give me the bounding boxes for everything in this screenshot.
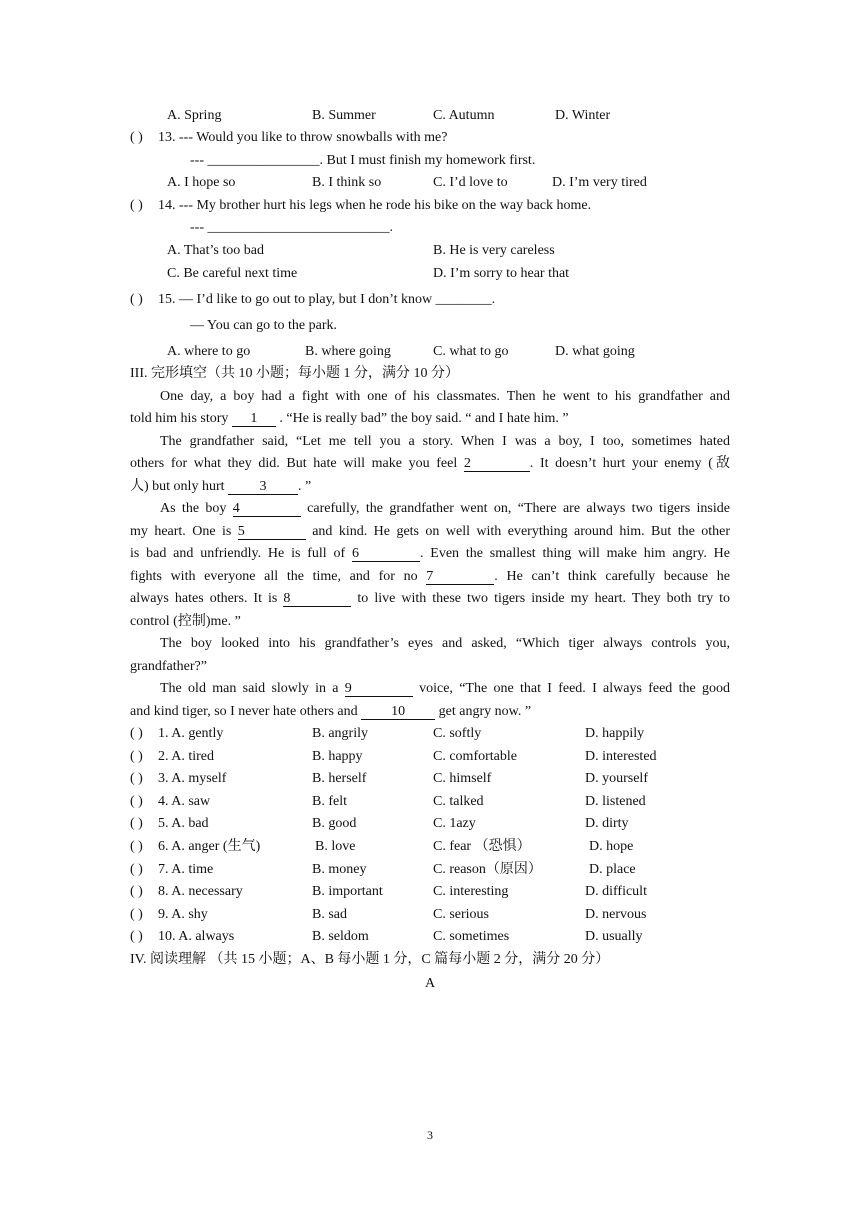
blank-2: 2 bbox=[464, 457, 530, 472]
text-run: fights with everyone all the time, and for no bbox=[130, 569, 427, 584]
option-c: C. reason（原因） bbox=[433, 862, 542, 877]
option-d: D. yourself bbox=[585, 771, 648, 786]
text-run: always hates others. It is bbox=[130, 591, 284, 606]
q13-option-c: C. I’d love to bbox=[433, 175, 508, 190]
option-d: D. happily bbox=[585, 726, 645, 741]
passage-p5-line1 bbox=[160, 680, 730, 698]
q13-option-b: B. I think so bbox=[312, 175, 382, 190]
passage-p1-line1: One day, a boy had a fight with one of his classmates. Then he went to his grandfather and bbox=[160, 389, 730, 404]
option-c: C. talked bbox=[433, 794, 484, 809]
option-b: B. love bbox=[315, 839, 356, 854]
option-d: D. dirty bbox=[585, 816, 629, 831]
option-d: D. hope bbox=[589, 839, 634, 854]
blank-6: 6 bbox=[352, 547, 420, 562]
blank-10: 10 bbox=[361, 705, 435, 720]
answer-paren: ( ) bbox=[130, 839, 143, 854]
text-run: and kind tiger, so I never hate others and bbox=[130, 704, 362, 719]
answer-paren: ( ) bbox=[130, 862, 143, 877]
text-run: . “He is really bad” the boy said. “ and I hate him. ” bbox=[275, 411, 569, 426]
q13-option-d: D. I’m very tired bbox=[552, 175, 647, 190]
passage-p2-line3 bbox=[130, 478, 311, 496]
q13-reply-dash: --- bbox=[190, 153, 204, 168]
text-run: voice, “The one that I feed. I always feed the good bbox=[412, 681, 730, 696]
option-d: D. difficult bbox=[585, 884, 647, 899]
option-a: 7. A. time bbox=[158, 862, 214, 877]
text-run: 人) but only hurt bbox=[130, 479, 228, 494]
passage-p1-line2 bbox=[130, 410, 569, 428]
answer-paren: ( ) bbox=[130, 749, 143, 764]
q13-reply bbox=[190, 152, 535, 170]
passage-p3-line1 bbox=[160, 500, 730, 518]
option-b: B. important bbox=[312, 884, 383, 899]
text-run: . Even the smallest thing will make him angry. He bbox=[419, 546, 730, 561]
q12-option-a: A. Spring bbox=[167, 108, 222, 123]
q12-option-d: D. Winter bbox=[555, 108, 611, 123]
q13-answer-paren: ( ) bbox=[130, 130, 143, 145]
answer-paren: ( ) bbox=[130, 794, 143, 809]
blank-3: 3 bbox=[228, 480, 298, 495]
q14-answer-paren: ( ) bbox=[130, 198, 143, 213]
option-a: 4. A. saw bbox=[158, 794, 211, 809]
text-run: is bad and unfriendly. He is full of bbox=[130, 546, 352, 561]
option-b: B. herself bbox=[312, 771, 367, 786]
q14-option-c: C. Be careful next time bbox=[167, 266, 298, 281]
option-b: B. seldom bbox=[312, 929, 369, 944]
blank-5: 5 bbox=[238, 525, 306, 540]
blank-4: 4 bbox=[233, 502, 301, 517]
option-b: B. sad bbox=[312, 907, 347, 922]
text-run: others for what they did. But hate will make you feel bbox=[130, 456, 464, 471]
passage-p2-line2 bbox=[130, 455, 730, 473]
text-run: carefully, the grandfather went on, “There are always two tigers inside bbox=[300, 501, 730, 516]
section-4-heading: IV. 阅读理解 （共 15 小题；A、B 每小题 1 分，C 篇每小题 2 分，满分 20 分） bbox=[130, 952, 610, 967]
q12-option-c: C. Autumn bbox=[433, 108, 495, 123]
passage-p3-line6: control (控制)me. ” bbox=[130, 614, 241, 629]
q13-blank: ________________ bbox=[207, 153, 320, 168]
option-c: C. fear （恐惧） bbox=[433, 839, 531, 854]
option-c: C. himself bbox=[433, 771, 492, 786]
text-run: . He can’t think carefully because he bbox=[494, 569, 730, 584]
answer-paren: ( ) bbox=[130, 726, 143, 741]
answer-paren: ( ) bbox=[130, 816, 143, 831]
text-run: told him his story bbox=[130, 411, 232, 426]
option-a: 6. A. anger (生气) bbox=[158, 839, 261, 854]
q14-option-d: D. I’m sorry to hear that bbox=[433, 266, 570, 281]
option-d: D. nervous bbox=[585, 907, 647, 922]
text-run: The old man said slowly in a bbox=[160, 681, 345, 696]
section-3-heading: III. 完形填空（共 10 小题；每小题 1 分，满分 10 分） bbox=[130, 366, 459, 381]
option-b: B. happy bbox=[312, 749, 363, 764]
option-d: D. place bbox=[589, 862, 636, 877]
q13-stem: 13. --- Would you like to throw snowballs with me? bbox=[158, 130, 448, 145]
option-c: C. serious bbox=[433, 907, 489, 922]
passage-p3-line2 bbox=[130, 523, 730, 541]
option-b: B. money bbox=[312, 862, 367, 877]
q14-stem: 14. --- My brother hurt his legs when he rode his bike on the way back home. bbox=[158, 198, 592, 213]
q14-option-b: B. He is very careless bbox=[433, 243, 555, 258]
passage-p5-line2 bbox=[130, 703, 531, 721]
text-run: my heart. One is bbox=[130, 524, 238, 539]
q12-option-b: B. Summer bbox=[312, 108, 376, 123]
answer-paren: ( ) bbox=[130, 929, 143, 944]
q15-option-c: C. what to go bbox=[433, 344, 509, 359]
passage-p3-line5 bbox=[130, 590, 730, 608]
option-c: C. comfortable bbox=[433, 749, 517, 764]
blank-7: 7 bbox=[426, 570, 494, 585]
q13-reply-rest: . But I must finish my homework first. bbox=[319, 153, 536, 168]
option-d: D. usually bbox=[585, 929, 643, 944]
option-a: 5. A. bad bbox=[158, 816, 209, 831]
text-run: to live with these two tigers inside my heart. They both try to bbox=[351, 591, 730, 606]
option-a: 1. A. gently bbox=[158, 726, 224, 741]
q15-option-b: B. where going bbox=[305, 344, 391, 359]
option-c: C. softly bbox=[433, 726, 482, 741]
q15-reply: — You can go to the park. bbox=[190, 318, 337, 333]
text-run: As the boy bbox=[160, 501, 233, 516]
passage-p3-line3 bbox=[130, 545, 730, 563]
option-a: 2. A. tired bbox=[158, 749, 214, 764]
option-c: C. sometimes bbox=[433, 929, 510, 944]
option-a: 3. A. myself bbox=[158, 771, 227, 786]
passage-p3-line4 bbox=[130, 568, 730, 586]
option-a: 8. A. necessary bbox=[158, 884, 243, 899]
text-run: . It doesn’t hurt your enemy (敌 bbox=[529, 456, 730, 471]
text-run: . ” bbox=[298, 479, 312, 494]
q15-answer-paren: ( ) bbox=[130, 292, 143, 307]
answer-paren: ( ) bbox=[130, 771, 143, 786]
option-b: B. felt bbox=[312, 794, 347, 809]
q15-option-a: A. where to go bbox=[167, 344, 251, 359]
option-b: B. good bbox=[312, 816, 357, 831]
page-number: 3 bbox=[427, 1128, 433, 1142]
blank-8: 8 bbox=[283, 592, 351, 607]
section-4-subheading: A bbox=[424, 976, 436, 991]
passage-p4-line1: The boy looked into his grandfather’s eyes and asked, “Which tiger always controls you, bbox=[160, 636, 730, 651]
answer-paren: ( ) bbox=[130, 907, 143, 922]
blank-1: 1 bbox=[232, 412, 276, 427]
q14-reply: --- __________________________. bbox=[190, 220, 393, 235]
option-a: 10. A. always bbox=[158, 929, 235, 944]
text-run: and kind. He gets on well with everything around him. But the other bbox=[305, 524, 731, 539]
option-d: D. listened bbox=[585, 794, 646, 809]
q15-option-d: D. what going bbox=[555, 344, 635, 359]
q15-stem: 15. — I’d like to go out to play, but I don’t know ________. bbox=[158, 292, 496, 307]
option-d: D. interested bbox=[585, 749, 657, 764]
passage-p2-line1: The grandfather said, “Let me tell you a story. When I was a boy, I too, sometimes hated bbox=[160, 434, 730, 449]
q14-option-a: A. That’s too bad bbox=[167, 243, 264, 258]
option-a: 9. A. shy bbox=[158, 907, 208, 922]
text-run: get angry now. ” bbox=[435, 704, 532, 719]
option-c: C. 1azy bbox=[433, 816, 476, 831]
option-b: B. angrily bbox=[312, 726, 368, 741]
passage-p4-line2: grandfather?” bbox=[130, 659, 207, 674]
q13-option-a: A. I hope so bbox=[167, 175, 236, 190]
blank-9: 9 bbox=[345, 682, 413, 697]
option-c: C. interesting bbox=[433, 884, 509, 899]
answer-paren: ( ) bbox=[130, 884, 143, 899]
